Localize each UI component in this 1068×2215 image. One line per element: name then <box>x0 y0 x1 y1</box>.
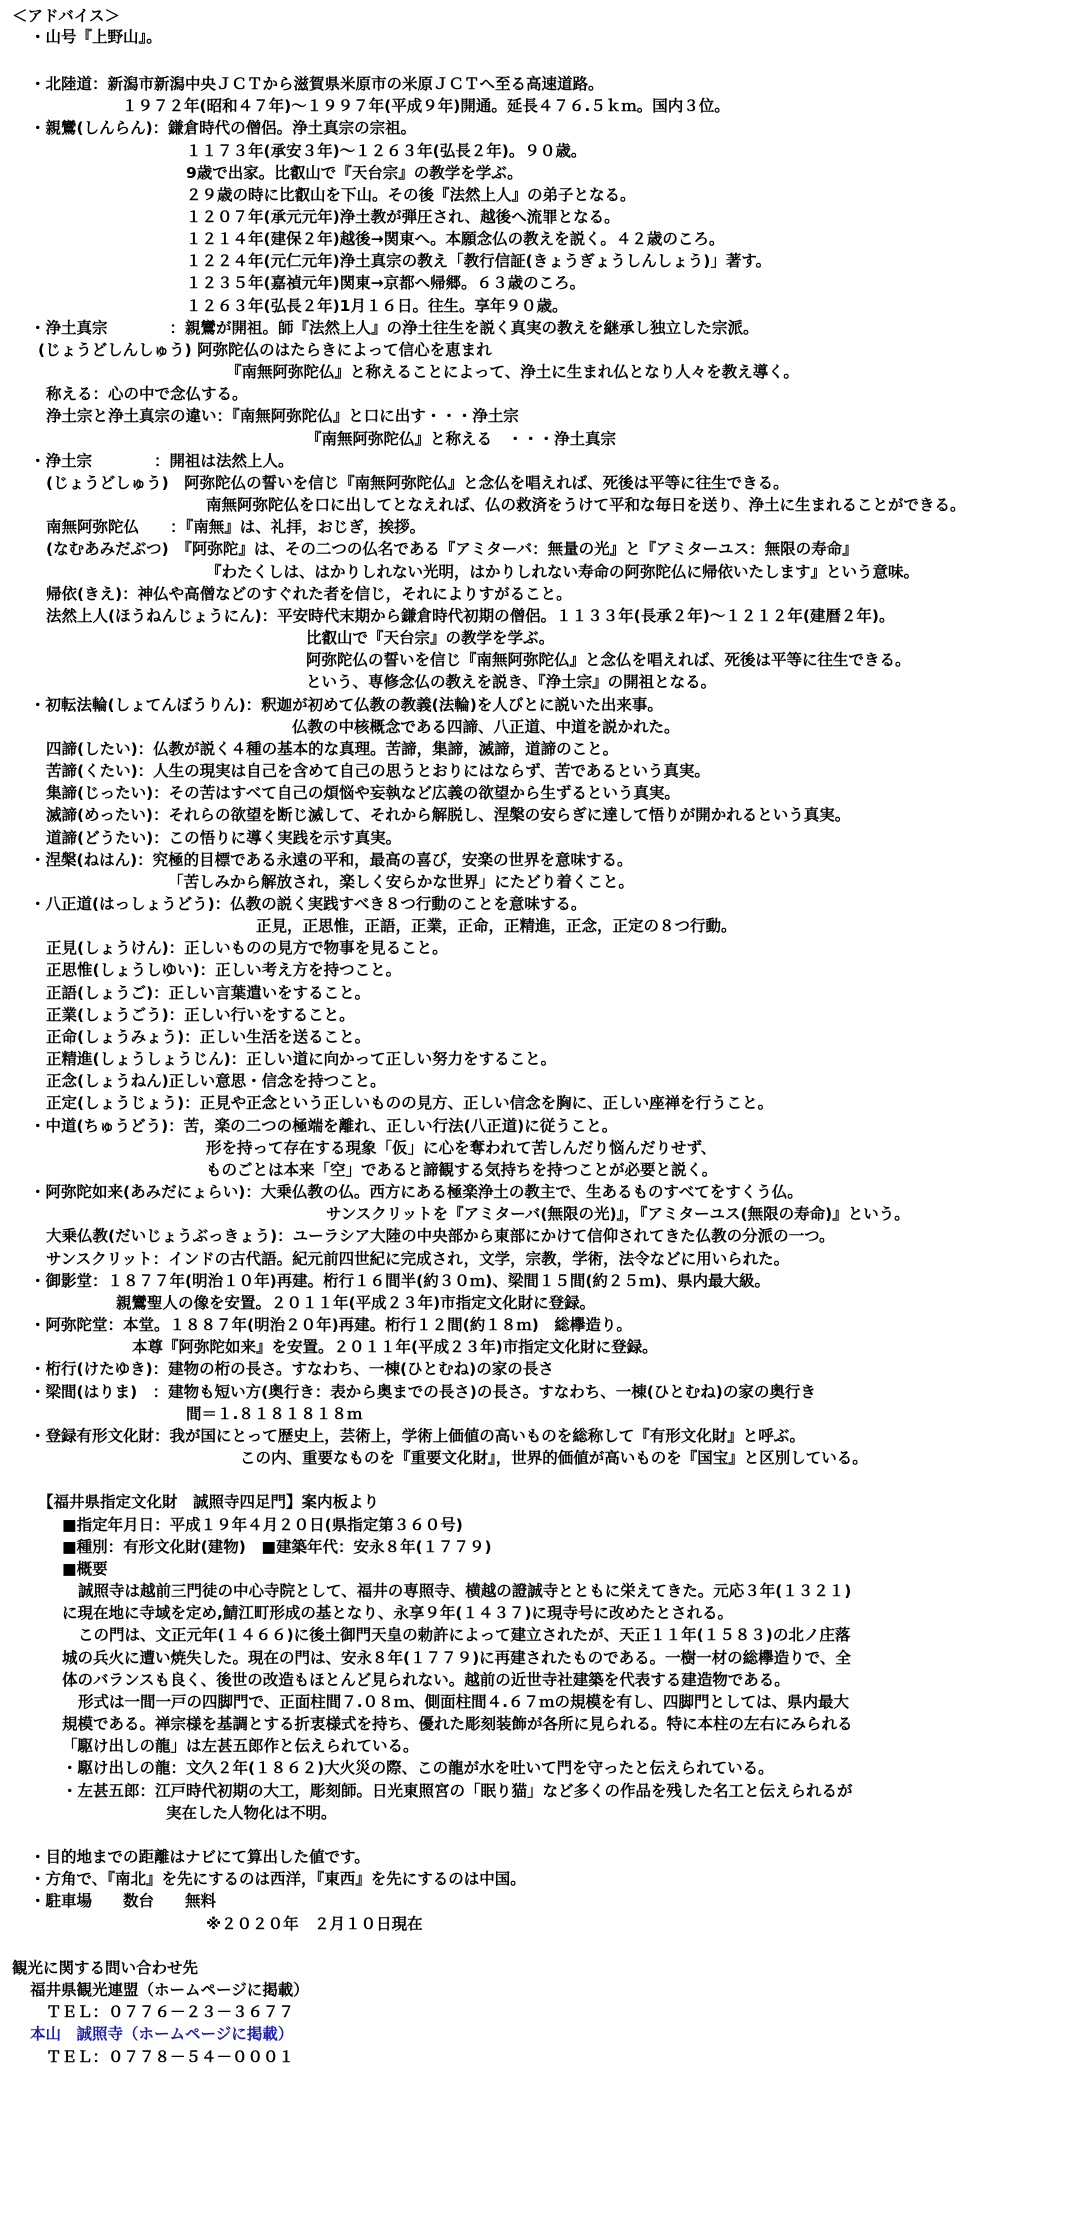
text-line: ・浄土真宗 ：親鸞が開祖。師『法然上人』の浄土往生を説く真実の教えを継承し独立した宗派。 <box>30 319 759 337</box>
text-line: 称える：心の中で念仏する。 <box>46 385 248 403</box>
text-line: ・御影堂：１８７７年(明治１０年)再建。桁行１６間半(約３０ｍ)、梁間１５間(約２５ｍ)、県内最大級。 <box>30 1272 771 1290</box>
text-line: 帰依(きえ)：神仏や高僧などのすぐれた者を信じ，それによりすがること。 <box>46 585 572 603</box>
contact-org: 福井県観光連盟（ホームページに掲載） <box>30 1981 309 1999</box>
text-line: 大乗仏教(だいじょうぶっきょう)：ユーラシア大陸の中央部から東部にかけて信仰されてきた仏教の分派の一つ。 <box>46 1227 835 1245</box>
text-line: １２２４年(元仁元年)浄土真宗の教え「教行信証(きょうぎょうしんしょう)」著す。 <box>186 252 772 270</box>
text-line: 親鸞聖人の像を安置。２０１１年(平成２３年)市指定文化財に登録。 <box>116 1294 596 1312</box>
signboard-heading: 【福井県指定文化財 誠照寺四足門】案内板より <box>38 1493 380 1511</box>
text-line: 正精進(しょうしょうじん)：正しい道に向かって正しい努力をすること。 <box>46 1050 557 1068</box>
text-line: 道諦(どうたい)：この悟りに導く実践を示す真実。 <box>46 829 402 847</box>
text-line: ・親鸞(しんらん)：鎌倉時代の僧侶。浄土真宗の宗祖。 <box>30 119 417 137</box>
text-line: ・阿弥陀如来(あみだにょらい)：大乗仏教の仏。西方にある極楽浄土の教主で、生あるものすべてをすくう仏。 <box>30 1183 803 1201</box>
text-line: ■指定年月日：平成１９年４月２０日(県指定第３６０号) <box>62 1516 463 1534</box>
text-line: 間＝１.８１８１８１８ｍ <box>186 1405 363 1423</box>
text-line: 本尊『阿弥陀如来』を安置。２０１１年(平成２３年)市指定文化財に登録。 <box>132 1338 658 1356</box>
parking-line: ・駐車場 数台 無料 <box>30 1892 217 1910</box>
text-line: 四諦(したい)：仏教が説く４種の基本的な真理。苦諦，集諦，滅諦，道諦のこと。 <box>46 740 619 758</box>
text-line: １２０７年(承元元年)浄土教が弾圧され、越後へ流罪となる。 <box>186 208 620 226</box>
advice-heading: ＜アドバイス＞ <box>12 7 121 25</box>
text-line: ・山号『上野山』。 <box>30 28 162 46</box>
text-line: 体のバランスも良く、後世の改造もほとんど見られない。越前の近世寺社建築を代表する建造物である。 <box>62 1671 790 1689</box>
text-line: 正語(しょうご)：正しい言葉遣いをすること。 <box>46 984 371 1002</box>
temple-link[interactable]: 本山 誠照寺（ホームページに掲載） <box>30 2025 294 2043</box>
text-line: に現在地に寺域を定め,鯖江町形成の基となり、永享９年(１４３７)に現寺号に改めたとされる。 <box>62 1604 734 1622</box>
text-line: ■種別：有形文化財(建物) ■建築年代：安永８年(１７７９) <box>62 1538 492 1556</box>
text-line: ・左甚五郎：江戸時代初期の大工，彫刻師。日光東照宮の「眠り猫」など多くの作品を残した名工と伝えられるが <box>62 1782 853 1800</box>
text-line: 形を持って存在する現象「仮」に心を奪われて苦しんだり悩んだりせず、 <box>206 1139 717 1157</box>
text-line: １９７２年(昭和４７年)～１９９７年(平成９年)開通。延長４７６.５ｋｍ。国内３位。 <box>122 97 730 115</box>
text-line: １２３５年(嘉禎元年)関東→京都へ帰郷。６３歳のころ。 <box>186 274 586 292</box>
text-line: １１７３年(承安３年)～１２６３年(弘長２年)。９０歳。 <box>186 142 587 160</box>
text-line: 誠照寺は越前三門徒の中心寺院として、福井の専照寺、横越の證誠寺とともに栄えてきた。元応３年(１３２１) <box>78 1582 852 1600</box>
contact-heading: 観光に関する問い合わせ先 <box>12 1959 199 1977</box>
text-line: ・浄土宗 ：開祖は法然上人。 <box>30 452 294 470</box>
text-line: １２６３年(弘長２年)1月１６日。往生。享年９０歳。 <box>186 297 568 315</box>
text-line: 法然上人(ほうねんじょうにん)：平安時代末期から鎌倉時代初期の僧侶。１１３３年(長承２年)～１２１２年(建暦２年)。 <box>46 607 895 625</box>
text-line: 南無阿弥陀仏 ：『南無』は、礼拝，おじぎ，挨拶。 <box>46 518 426 536</box>
text-line: 実在した人物化は不明。 <box>166 1804 337 1822</box>
text-line: 阿弥陀仏の誓いを信じ『南無阿弥陀仏』と念仏を唱えれば、死後は平等に往生できる。 <box>306 651 911 669</box>
text-line: ・梁間(はりま) ：建物も短い方(奥行き：表から奥までの長さ)の長さ。すなわち、一棟(ひとむね)の家の奥行き <box>30 1383 816 1401</box>
text-line: サンスクリットを『アミターバ(無限の光)』，『アミターユス(無限の寿命)』という。 <box>326 1205 910 1223</box>
text-line: １２１４年(建保２年)越後→関東へ。本願念仏の教えを説く。４２歳のころ。 <box>186 230 725 248</box>
text-line: 『わたくしは、はかりしれない光明，はかりしれない寿命の阿弥陀仏に帰依いたします』という意味。 <box>206 563 920 581</box>
text-line: 形式は一間一戸の四脚門で、正面柱間７.０８ｍ、側面柱間４.６７ｍの規模を有し、四脚門としては、県内最大 <box>78 1693 849 1711</box>
text-line: ・初転法輪(しょてんぼうりん)：釈迦が初めて仏教の教義(法輪)を人びとに説いた出来事。 <box>30 696 663 714</box>
text-line: (じょうどしゅう) 阿弥陀仏の誓いを信じ『南無阿弥陀仏』と念仏を唱えれば、死後は平等に往生できる。 <box>46 474 789 492</box>
text-line: この門は、文正元年(１４６６)に後土御門天皇の勅許によって建立されたが、天正１１年(１５８３)の北ノ庄落 <box>78 1626 851 1644</box>
text-line: 城の兵火に遭い焼失した。現在の門は、安永８年(１７７９)に再建されたものである。一樹一材の総欅造りで、全 <box>62 1649 851 1667</box>
text-line: 正見(しょうけん)：正しいものの見方で物事を見ること。 <box>46 939 448 957</box>
text-line: 苦諦(くたい)：人生の現実は自己を含めて自己の思うとおりにはならず、苦であるという真実。 <box>46 762 710 780</box>
text-line: ・方角で、『南北』を先にするのは西洋，『東西』を先にするのは中国。 <box>30 1870 526 1888</box>
text-line: 正業(しょうごう)：正しい行いをすること。 <box>46 1006 355 1024</box>
text-line: ものごとは本来「空」であると諦観する気持ちを持つことが必要と説く。 <box>206 1161 718 1179</box>
text-line: 正定(しょうじょう)：正見や正念という正しいものの見方、正しい信念を胸に、正しい座禅を行うこと。 <box>46 1094 774 1112</box>
text-line: 9歳で出家。比叡山で『天台宗』の教学を学ぶ。 <box>186 164 523 182</box>
text-line: という、専修念仏の教えを説き、『浄土宗』の開祖となる。 <box>306 673 717 691</box>
text-line: ２９歳の時に比叡山を下山。その後『法然上人』の弟子となる。 <box>186 186 636 204</box>
text-line: 浄土宗と浄土真宗の違い：『南無阿弥陀仏』と口に出す・・・浄土宗 <box>46 407 519 425</box>
text-line: ・桁行(けたゆき)：建物の桁の長さ。すなわち、一棟(ひとむね)の家の長さ <box>30 1360 554 1378</box>
text-line: 仏教の中核概念である四諦、八正道、中道を説かれた。 <box>292 718 680 736</box>
text-line: 「駆け出しの龍」は左甚五郎作と伝えられている。 <box>62 1737 419 1755</box>
text-line: 比叡山で『天台宗』の教学を学ぶ。 <box>306 629 555 647</box>
text-line: ・駆け出しの龍：文久２年(１８６２)大火災の際、この龍が水を吐いて門を守ったと伝えられている。 <box>62 1759 774 1777</box>
text-line: 規模である。禅宗様を基調とする折衷様式を持ち、優れた彫刻装飾が各所に見られる。特に本柱の左右にみられる <box>62 1715 853 1733</box>
text-line: 滅諦(めったい)：それらの欲望を断じ滅して、それから解脱し、涅槃の安らぎに達して悟りが開かれるという真実。 <box>46 806 851 824</box>
text-line: ・阿弥陀堂：本堂。１８８７年(明治２０年)再建。桁行１２間(約１８ｍ) 総欅造り。 <box>30 1316 632 1334</box>
text-line: (じょうどしんしゅう) 阿弥陀仏のはたらきによって信心を恵まれ <box>38 341 492 359</box>
text-line: ・北陸道：新潟市新潟中央ＪＣＴから滋賀県米原市の米原ＪＣＴへ至る高速道路。 <box>30 75 604 93</box>
contact-phone: ＴＥＬ：０７７６－２３－３６７７ <box>46 2003 295 2021</box>
text-line: 『南無阿弥陀仏』と称えることによって、浄土に生まれ仏となり人々を教え導く。 <box>226 363 799 381</box>
text-line: 正思惟(しょうしゆい)：正しい考え方を持つこと。 <box>46 961 402 979</box>
text-line: この内、重要なものを『重要文化財』，世界的価値が高いものを『国宝』と区別している。 <box>240 1449 868 1467</box>
text-line: ・登録有形文化財：我が国にとって歴史上，芸術上，学術上価値の高いものを総称して『有形文化財』と呼ぶ。 <box>30 1427 806 1445</box>
text-line: ・中道(ちゅうどう)：苦，楽の二つの極端を離れ、正しい行法(八正道)に従うこと。 <box>30 1117 618 1135</box>
text-line: 正命(しょうみょう)：正しい生活を送ること。 <box>46 1028 371 1046</box>
as-of-date: ※２０２０年 ２月１０日現在 <box>206 1915 423 1933</box>
text-line: 正念(しょうねん)正しい意思・信念を持つこと。 <box>46 1072 386 1090</box>
text-line: ■概要 <box>62 1560 108 1578</box>
text-line: (なむあみだぶつ) 『阿弥陀』は、その二つの仏名である『アミターバ：無量の光』と『アミターユス：無限の寿命』 <box>46 540 858 558</box>
text-line: ・涅槃(ねはん)：究極的目標である永遠の平和，最高の喜び，安楽の世界を意味する。 <box>30 851 633 869</box>
text-line: 「苦しみから解放され，楽しく安らかな世界」にたどり着くこと。 <box>168 873 634 891</box>
text-line: 『南無阿弥陀仏』と称える ・・・浄土真宗 <box>306 430 617 448</box>
text-line: 集諦(じったい)：その苦はすべて自己の煩悩や妄執など広義の欲望から生ずるという真実。 <box>46 784 680 802</box>
text-line: ・目的地までの距離はナビにて算出した値です。 <box>30 1848 370 1866</box>
text-line: サンスクリット：インドの古代語。紀元前四世紀に完成され，文学，宗教，学術，法令などに用いられた。 <box>46 1250 790 1268</box>
temple-phone: ＴＥＬ：０７７８－５４－０００１ <box>46 2048 295 2066</box>
text-line: 正見，正思惟，正語，正業，正命，正精進，正念，正定の８つ行動。 <box>256 917 737 935</box>
text-line: ・八正道(はっしょうどう)：仏教の説く実践すべき８つ行動のことを意味する。 <box>30 895 587 913</box>
text-line: 南無阿弥陀仏を口に出してとなえれば、仏の救済をうけて平和な毎日を送り、浄土に生まれることができる。 <box>206 496 966 514</box>
